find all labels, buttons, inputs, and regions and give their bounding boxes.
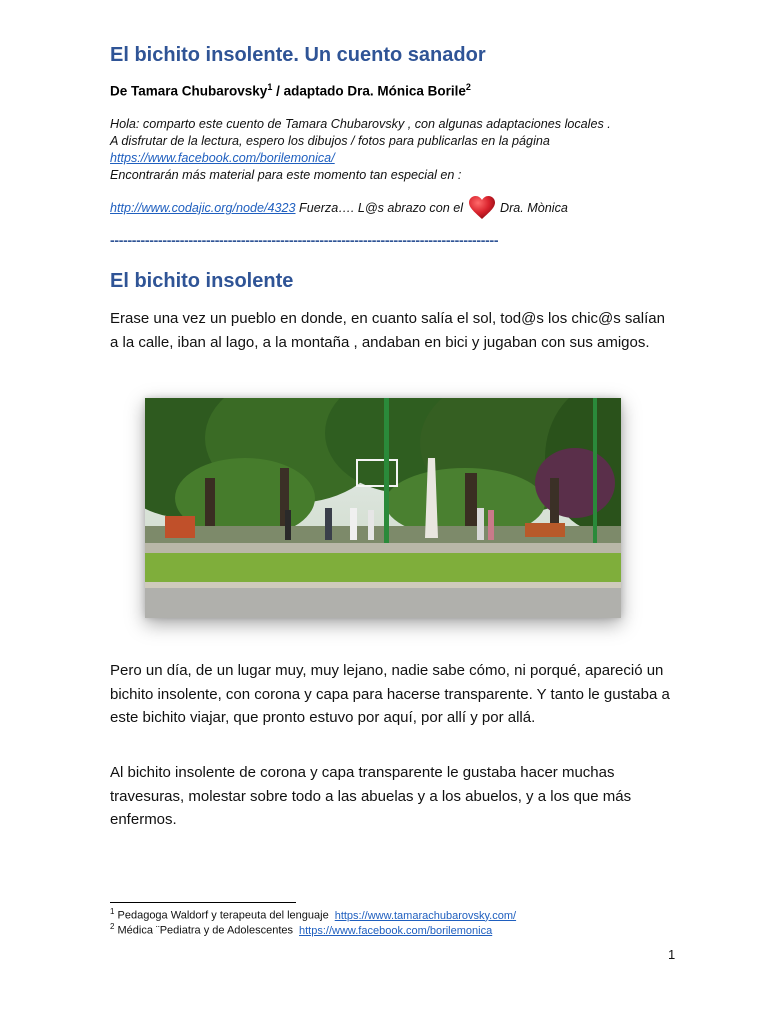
story-heading: El bichito insolente — [110, 270, 294, 292]
author-line — [110, 82, 471, 99]
footnote-2-mark: 2 — [110, 922, 115, 931]
footnote-2 — [110, 922, 492, 937]
story-paragraph-3: Al bichito insolente de corona y capa transparente le gustaba hacer muchas travesuras, molestar sobre todo a las abuelas y a los abuelos, y a los que más enfermos. — [110, 764, 632, 828]
closing-text: Fuerza…. L@s abrazo con el — [295, 201, 467, 215]
footnote-ref-1[interactable]: 1 — [267, 82, 273, 92]
intro-line-1: Hola: comparto este cuento de Tamara Chubarovsky , con algunas adaptaciones locales . — [110, 117, 611, 131]
adapter-name: / adaptado Dra. Mónica Borile — [272, 83, 466, 99]
footnote-separator — [110, 902, 296, 903]
footnote-1-mark: 1 — [110, 907, 115, 916]
intro-note — [110, 116, 710, 225]
section-divider: ----------------------------------------------------------------------------------------- — [110, 232, 499, 248]
signature: Dra. Mònica — [496, 201, 568, 215]
intro-line-2: A disfrutar de la lectura, espero los dibujos / fotos para publicarlas en la página — [110, 134, 550, 148]
park-photo — [145, 398, 621, 618]
codajic-link[interactable]: http://www.codajic.org/node/4323 — [110, 201, 296, 215]
story-paragraph-1: Erase una vez un pueblo en donde, en cuanto salía el sol, tod@s los chic@s salían a la calle, iban al lago, a la montaña , andaban en bici y jugaban con sus amigos. — [110, 310, 665, 351]
footnote-1-link[interactable]: https://www.tamarachubarovsky.com/ — [334, 909, 517, 922]
heart-icon — [469, 196, 495, 225]
story-paragraph-2: Pero un día, de un lugar muy, muy lejano, nadie sabe cómo, ni porqué, apareció un bichito insolente, con corona y capa para hacerse transparente. Y tanto le gustaba a este bichito viajar, que pronto estuvo por aquí, por allí y por allá. — [110, 662, 670, 726]
facebook-link[interactable]: https://www.facebook.com/borilemonica/ — [110, 151, 335, 165]
intro-line-4: Encontrarán más material para este momento tan especial en : — [110, 168, 462, 182]
closing-line — [110, 196, 710, 225]
document-title: El bichito insolente. Un cuento sanador — [110, 44, 486, 66]
page-number: 1 — [668, 947, 676, 962]
author-name: De Tamara Chubarovsky — [110, 83, 268, 99]
footnote-2-text: Médica ¨Pediatra y de Adolescentes — [114, 924, 293, 937]
footnote-2-link[interactable]: https://www.facebook.com/borilemonica — [299, 924, 493, 937]
park-photo-illustration — [145, 398, 621, 618]
footnote-ref-2[interactable]: 2 — [465, 82, 471, 92]
footnote-1-text: Pedagoga Waldorf y terapeuta del lenguaje — [114, 909, 329, 922]
footnote-1 — [110, 907, 516, 922]
